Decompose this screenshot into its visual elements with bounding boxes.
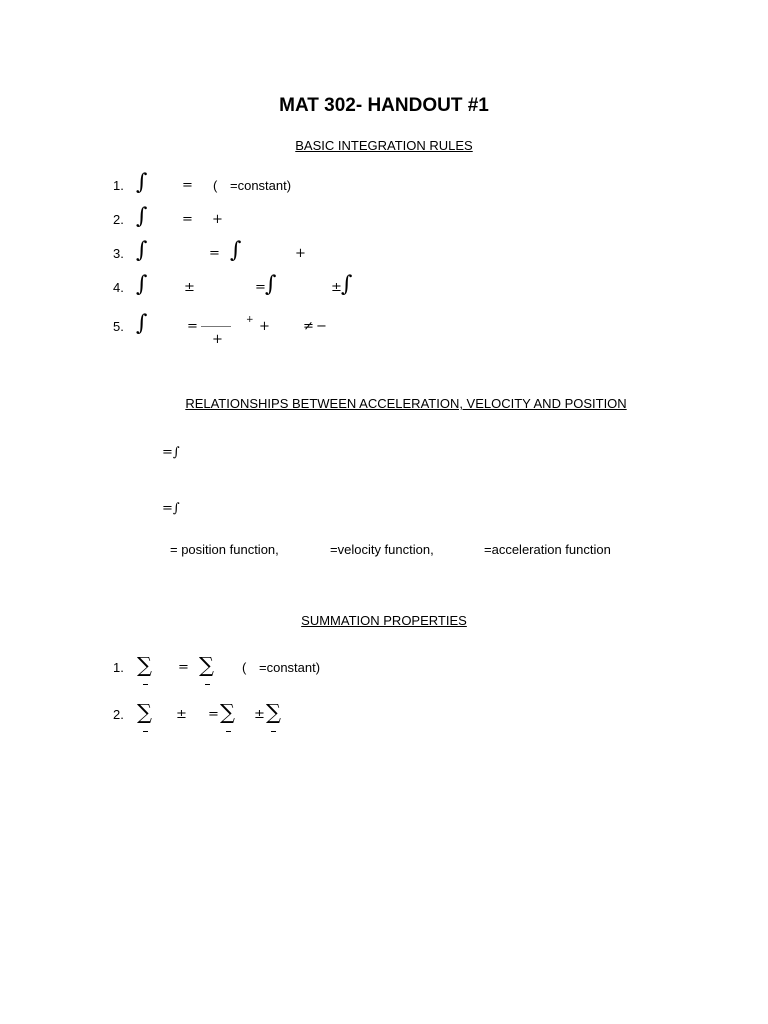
sigma-sign: ∑ (137, 700, 152, 724)
legend-position: = position function, (170, 542, 279, 557)
integral-sign: ∫ (136, 272, 148, 297)
legend-velocity: =velocity function, (330, 542, 434, 557)
property-number: 2. (113, 707, 124, 722)
plus-sign: + (295, 246, 306, 261)
plus-minus-sign: ± (331, 280, 342, 295)
rule-number: 2. (113, 212, 124, 227)
equals-sign: = (255, 280, 266, 295)
integral-sign: ∫ (230, 238, 242, 263)
property-number: 1. (113, 660, 124, 675)
plus-sign: + (259, 319, 270, 334)
equals-integral (162, 445, 180, 460)
plus-minus-sign: ± (184, 280, 195, 295)
equals-integral-text: =∫ (162, 445, 180, 460)
rule-number: 1. (113, 178, 124, 193)
equals-sign: = (182, 212, 193, 227)
plus-minus-sign: ± (176, 707, 187, 722)
open-paren: ( (213, 178, 218, 193)
plus-sign: + (212, 212, 223, 227)
not-equal-sign: ≠ (303, 319, 314, 334)
legend-acceleration: =acceleration function (484, 542, 611, 557)
sigma-index-mark (226, 731, 231, 732)
fraction-bar (201, 326, 231, 327)
rule-number: 5. (113, 319, 124, 334)
sigma-sign: ∑ (220, 700, 235, 724)
sigma-sign: ∑ (137, 653, 152, 677)
plus-minus-sign: ± (254, 707, 265, 722)
constant-note: =constant) (259, 660, 321, 675)
integral-sign: ∫ (265, 272, 277, 297)
equals-integral (162, 501, 180, 516)
sigma-sign: ∑ (199, 653, 214, 677)
equals-integral-text: =∫ (162, 501, 180, 516)
sigma-index-mark (143, 684, 148, 685)
integral-sign: ∫ (136, 311, 148, 336)
equals-sign: = (208, 707, 219, 722)
superscript-plus: + (246, 315, 254, 325)
equals-sign: = (178, 660, 189, 675)
sigma-index-mark (271, 731, 276, 732)
section-heading-summation: SUMMATION PROPERTIES (301, 613, 467, 628)
sigma-index-mark (205, 684, 210, 685)
equals-sign: = (209, 246, 220, 261)
integral-sign: ∫ (136, 238, 148, 263)
plus-sign: + (212, 332, 223, 347)
constant-note: =constant) (230, 178, 292, 193)
section-heading-relationships: RELATIONSHIPS BETWEEN ACCELERATION, VELOCITY AND POSITION (185, 396, 627, 411)
rule-number: 3. (113, 246, 124, 261)
sigma-index-mark (143, 731, 148, 732)
section-heading-integration: BASIC INTEGRATION RULES (295, 138, 473, 153)
integral-sign: ∫ (136, 170, 148, 195)
integral-sign: ∫ (136, 204, 148, 229)
open-paren: ( (242, 660, 247, 675)
equals-sign: = (187, 319, 198, 334)
integral-sign: ∫ (341, 272, 353, 297)
equals-sign: = (182, 178, 193, 193)
page-title: MAT 302- HANDOUT #1 (279, 95, 489, 116)
minus-sign: − (316, 319, 327, 334)
rule-number: 4. (113, 280, 124, 295)
sigma-sign: ∑ (266, 700, 281, 724)
